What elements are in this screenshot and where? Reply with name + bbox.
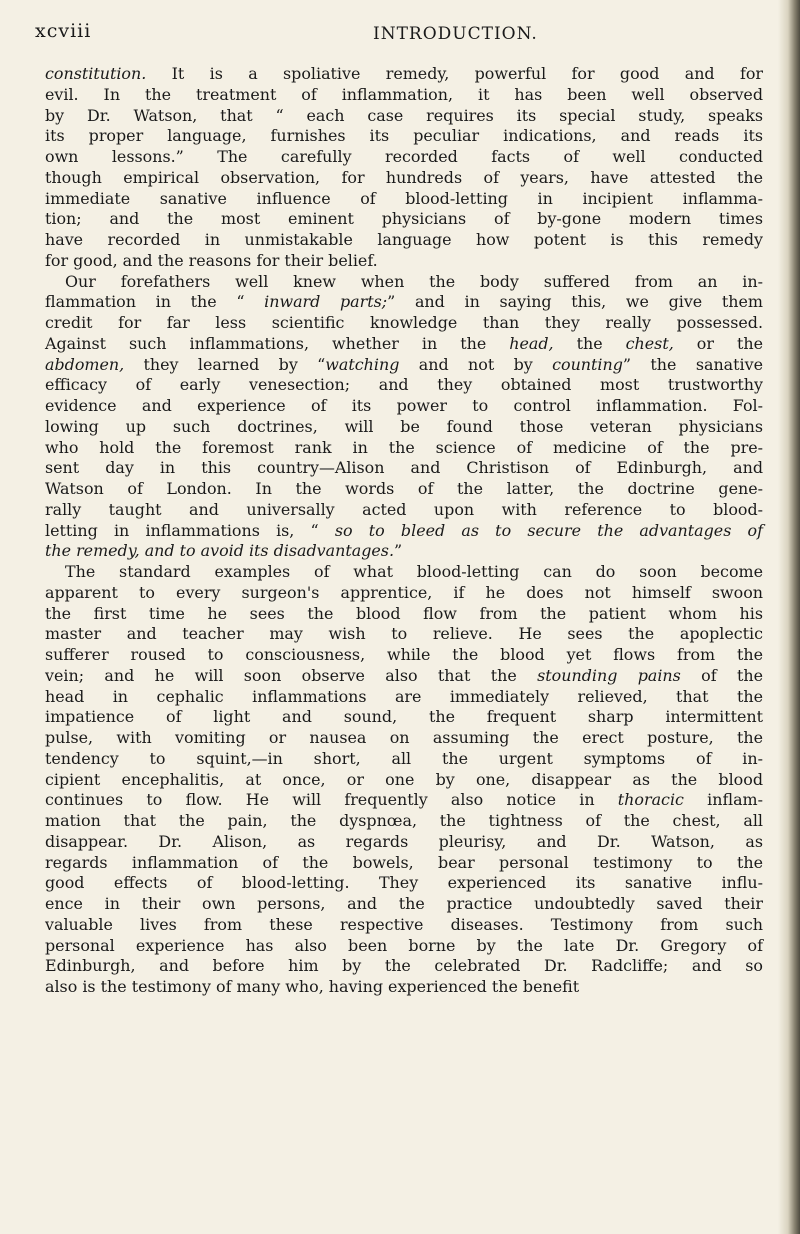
text-line (45, 209, 763, 230)
italic-text: inward parts; (264, 292, 388, 312)
text-line (45, 168, 763, 189)
text-line (45, 604, 763, 625)
text-line (45, 458, 763, 479)
italic-text: constitution. (45, 64, 147, 83)
page-edge-shadow (778, 0, 800, 1234)
text-run: tendency to squint,—in short, all the urgent symptoms of in- (45, 748, 763, 768)
text-run: its proper language, furnishes its peculiar indications, and reads its (45, 126, 763, 146)
text-line (45, 396, 763, 417)
text-run: Our forefathers well knew when the body suffered from an in- (65, 271, 763, 291)
text-run: continues to flow. He will frequently also notice in (45, 790, 618, 810)
text-line (45, 417, 763, 438)
text-run: also is the testimony of many who, having experienced the benefit (45, 977, 580, 996)
running-head: INTRODUCTION. (373, 24, 538, 44)
page-number: xcviii (35, 20, 92, 42)
text-run: head in cephalic inflammations are immediately relieved, that the (45, 686, 763, 706)
text-line (45, 313, 763, 334)
text-run: letting in inflammations is, “ (45, 520, 335, 540)
italic-text: so to bleed as to secure the advantages of (334, 520, 763, 540)
text-run: pulse, with vomiting or nausea on assuming the erect posture, the (45, 728, 763, 747)
text-run: sufferer roused to consciousness, while the blood yet flows from the (45, 645, 763, 664)
text-line (45, 85, 763, 106)
text-line (45, 500, 763, 521)
text-run: evidence and experience of its power to control inflammation. Fol- (45, 396, 763, 415)
text-line (45, 624, 763, 645)
text-run: good effects of blood-letting. They experienced its sanative influ- (45, 873, 763, 893)
text-line (45, 126, 763, 147)
italic-text: abdomen, (45, 354, 125, 374)
text-run: evil. In the treatment of inflammation, it has been well observed (45, 84, 763, 104)
italic-text: thoracic (617, 790, 684, 810)
italic-text: chest, (625, 333, 674, 353)
italic-text: counting (552, 354, 623, 374)
text-run: ” and in saying this, we give them (387, 292, 763, 312)
text-line (45, 375, 763, 396)
text-run: the first time he sees the blood flow from the patient whom his (45, 603, 763, 623)
text-line (45, 894, 763, 915)
italic-text: head, (509, 333, 554, 353)
text-line (45, 292, 763, 313)
text-line (45, 811, 763, 832)
text-line (45, 106, 763, 127)
text-line (45, 251, 763, 272)
text-line (45, 562, 763, 583)
text-line (45, 147, 763, 168)
text-line (45, 915, 763, 936)
text-run: ” (394, 541, 403, 561)
paragraph (45, 272, 763, 563)
text-line (45, 583, 763, 604)
text-run: The standard examples of what blood-letting can do soon become (65, 562, 763, 581)
text-run: impatience of light and sound, the frequent sharp intermittent (45, 707, 763, 727)
text-run: or the (673, 333, 763, 353)
text-run: the (553, 333, 626, 353)
text-run: by Dr. Watson, that “ each case requires its special study, speaks (45, 105, 763, 125)
italic-text: watching (325, 354, 400, 374)
text-run: have recorded in unmistakable language how potent is this remedy (45, 230, 763, 249)
text-line (45, 645, 763, 666)
text-line (45, 936, 763, 957)
text-run: personal experience has also been borne by the late Dr. Gregory of (45, 935, 763, 955)
text-run: valuable lives from these respective diseases. Testimony from such (45, 914, 763, 934)
text-line (45, 355, 763, 376)
text-run: for good, and the reasons for their belief. (45, 250, 378, 270)
text-run: Watson of London. In the words of the latter, the doctrine gene- (45, 479, 763, 498)
text-line (45, 956, 763, 977)
text-run: credit for far less scientific knowledge than they really possessed. (45, 313, 763, 332)
text-run: rally taught and universally acted upon with reference to blood- (45, 499, 763, 519)
text-run: mation that the pain, the dyspnœa, the tightness of the chest, all (45, 811, 763, 830)
text-line (45, 64, 763, 85)
text-line (45, 687, 763, 708)
text-run: sent day in this country—Alison and Christison of Edinburgh, and (45, 458, 763, 478)
text-line (45, 438, 763, 459)
text-run: tion; and the most eminent physicians of by-gone modern times (45, 209, 763, 229)
text-line (45, 749, 763, 770)
text-line (45, 189, 763, 210)
text-run: disappear. Dr. Alison, as regards pleurisy, and Dr. Watson, as (45, 831, 763, 851)
text-run: vein; and he will soon observe also that the (45, 665, 538, 685)
text-line (45, 479, 763, 500)
text-run: ” the sanative (622, 354, 764, 374)
text-line (45, 853, 763, 874)
text-run: flammation in the “ (45, 292, 265, 312)
text-line (45, 790, 763, 811)
text-line (45, 707, 763, 728)
text-run: It is a spoliative remedy, powerful for good and for (146, 64, 763, 83)
text-run: who hold the foremost rank in the science of medicine of the pre- (45, 437, 763, 457)
text-run: and not by (399, 354, 553, 374)
text-line (45, 521, 763, 542)
text-run: Against such inflammations, whether in the (45, 333, 510, 353)
text-run: inflam- (683, 790, 763, 810)
text-run: ence in their own persons, and the practice undoubtedly saved their (45, 894, 763, 913)
text-line (45, 666, 763, 687)
text-run: they learned by “ (124, 354, 326, 374)
text-run: immediate sanative influence of blood-letting in incipient inflamma- (45, 188, 763, 208)
text-run: own lessons.” The carefully recorded facts of well conducted (45, 147, 763, 166)
paragraph (45, 562, 763, 998)
text-run: of the (680, 665, 763, 685)
page-header (20, 10, 760, 50)
text-line (45, 873, 763, 894)
text-line (45, 832, 763, 853)
text-run: efficacy of early venesection; and they obtained most trustworthy (45, 375, 763, 395)
text-line (45, 272, 763, 293)
text-line (45, 541, 763, 562)
text-run: Edinburgh, and before him by the celebrated Dr. Radcliffe; and so (45, 956, 763, 976)
paragraph (45, 64, 763, 272)
text-run: regards inflammation of the bowels, bear personal testimony to the (45, 852, 763, 872)
body-text (45, 64, 763, 998)
text-line (45, 334, 763, 355)
text-line (45, 728, 763, 749)
text-run: apparent to every surgeon's apprentice, if he does not himself swoon (45, 582, 763, 602)
italic-text: the remedy, and to avoid its disadvantages. (45, 541, 395, 561)
text-line (45, 770, 763, 791)
text-run: though empirical observation, for hundreds of years, have attested the (45, 167, 763, 187)
text-run: lowing up such doctrines, will be found those veteran physicians (45, 416, 763, 436)
text-run: cipient encephalitis, at once, or one by one, disappear as the blood (45, 769, 763, 789)
italic-text: stounding pains (537, 665, 681, 685)
text-run: master and teacher may wish to relieve. He sees the apoplectic (45, 624, 763, 644)
text-line (45, 230, 763, 251)
text-line (45, 977, 763, 998)
